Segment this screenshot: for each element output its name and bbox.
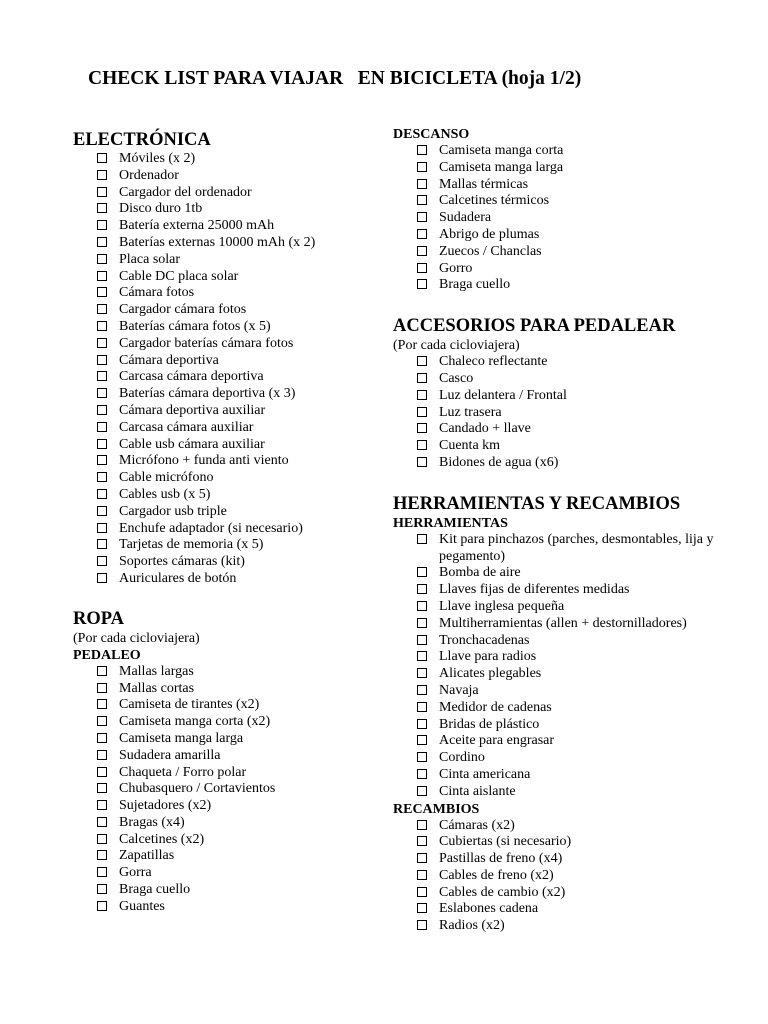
checkbox-icon[interactable] [417, 390, 427, 400]
checklist-item-label: Placa solar [119, 251, 181, 267]
checklist-item-label: Zuecos / Chanclas [439, 243, 542, 259]
checkbox-icon[interactable] [97, 683, 107, 693]
checklist-item-label: Camiseta manga larga [439, 159, 564, 175]
checklist-item-label: Cargador baterías cámara fotos [119, 335, 294, 351]
checklist-item[interactable] [417, 599, 733, 616]
checkbox-icon[interactable] [97, 556, 107, 566]
checklist-item[interactable] [417, 354, 733, 371]
checklist-item[interactable] [417, 649, 733, 666]
checkbox-icon[interactable] [97, 884, 107, 894]
checkbox-icon[interactable] [417, 601, 427, 611]
checklist-item-label: Calcetines térmicos [439, 193, 550, 209]
checkbox-icon[interactable] [97, 850, 107, 860]
checkbox-icon[interactable] [417, 229, 427, 239]
checklist-item-label: Llave inglesa pequeña [439, 598, 565, 614]
checklist-item-label: Carcasa cámara deportiva [119, 369, 264, 385]
checkbox-icon[interactable] [417, 212, 427, 222]
checklist-item-label: Mallas largas [119, 663, 194, 679]
checklist-item[interactable] [417, 616, 733, 633]
checklist-item-label: Pastillas de freno (x4) [439, 851, 563, 867]
checklist-item[interactable] [417, 421, 733, 438]
checklist-item[interactable] [417, 405, 733, 422]
checklist-item[interactable] [97, 848, 413, 865]
checklist-item-label: Baterías externas 10000 mAh (x 2) [119, 234, 316, 250]
checklist-item[interactable] [417, 210, 733, 227]
checklist-item-label: Carcasa cámara auxiliar [119, 419, 254, 435]
checkbox-icon[interactable] [97, 733, 107, 743]
checklist-item[interactable] [97, 664, 413, 681]
checklist-item[interactable] [417, 901, 733, 918]
checklist-item-label: Zapatillas [119, 848, 175, 864]
checklist-item-label: Micrófono + funda anti viento [119, 453, 289, 469]
checkbox-icon[interactable] [97, 220, 107, 230]
checkbox-icon[interactable] [97, 523, 107, 533]
checklist-item-label: Cámara deportiva auxiliar [119, 402, 266, 418]
checklist-item-label: Cables de freno (x2) [439, 867, 554, 883]
checklist-item[interactable] [97, 252, 413, 269]
checklist-item[interactable] [97, 487, 413, 504]
checkbox-icon[interactable] [417, 145, 427, 155]
checklist-item-label: Kit para pinchazos (parches, desmontables, lija y pegamento) [439, 531, 714, 564]
checkbox-icon[interactable] [97, 901, 107, 911]
left-column [73, 129, 413, 916]
section-title-accesorios: ACCESORIOS PARA PEDALEAR [393, 316, 676, 337]
checkbox-icon[interactable] [417, 820, 427, 830]
checklist-item-label: Gorra [119, 865, 152, 881]
checklist-item[interactable] [417, 683, 733, 700]
checklist-item[interactable] [97, 386, 413, 403]
checklist-item[interactable] [97, 681, 413, 698]
checklist-item-label: Multiherramientas (allen + destornilladores) [439, 615, 687, 631]
checklist-item-label: Tronchacadenas [439, 632, 530, 648]
checkbox-icon[interactable] [97, 254, 107, 264]
checklist-item[interactable] [97, 235, 413, 252]
checkbox-icon[interactable] [97, 187, 107, 197]
checkbox-icon[interactable] [97, 287, 107, 297]
section-title-ropa: ROPA [73, 608, 125, 629]
checklist-item-label: Camiseta de tirantes (x2) [119, 697, 260, 713]
subheading-herramientas: HERRAMIENTAS [393, 515, 508, 531]
checklist-item[interactable] [417, 565, 733, 582]
checklist-item-label: Baterías cámara fotos (x 5) [119, 318, 271, 334]
checkbox-icon[interactable] [417, 651, 427, 661]
checklist-item[interactable] [417, 633, 733, 650]
checklist-item-label: Cinta americana [439, 766, 531, 782]
checklist-item[interactable] [97, 403, 413, 420]
checklist-item-label: Cargador cámara fotos [119, 302, 247, 318]
checklist-item-label: Bidones de agua (x6) [439, 454, 559, 470]
checklist-item[interactable] [417, 717, 733, 734]
checkbox-icon[interactable] [97, 750, 107, 760]
checklist-item-label: Bragas (x4) [119, 814, 185, 830]
checkbox-icon[interactable] [417, 769, 427, 779]
checklist-item-label: Cables de cambio (x2) [439, 884, 566, 900]
checklist-item-label: Enchufe adaptador (si necesario) [119, 520, 303, 536]
checkbox-icon[interactable] [417, 423, 427, 433]
checklist-item-label: Cargador usb triple [119, 503, 227, 519]
checkbox-icon[interactable] [417, 279, 427, 289]
checkbox-icon[interactable] [417, 440, 427, 450]
checkbox-icon[interactable] [417, 786, 427, 796]
checklist-item-label: Aceite para engrasar [439, 733, 555, 749]
checklist-item-label: Cordino [439, 750, 485, 766]
checklist-item-label: Eslabones cadena [439, 901, 539, 917]
checklist-item[interactable] [417, 177, 733, 194]
checklist-item[interactable] [97, 714, 413, 731]
checklist-item-label: Medidor de cadenas [439, 699, 552, 715]
checklist-item[interactable] [417, 868, 733, 885]
checkbox-icon[interactable] [97, 388, 107, 398]
checklist-item[interactable] [97, 369, 413, 386]
page-title: CHECK LIST PARA VIAJAR EN BICICLETA (hoja 1/2) [88, 68, 582, 89]
right-column [393, 126, 733, 935]
checkbox-icon[interactable] [417, 685, 427, 695]
checkbox-icon[interactable] [97, 371, 107, 381]
subheading-descanso: DESCANSO [393, 127, 470, 142]
checkbox-icon[interactable] [97, 489, 107, 499]
checklist-item-label: Disco duro 1tb [119, 201, 203, 217]
checklist-item-label: Alicates plegables [439, 666, 542, 682]
checkbox-icon[interactable] [97, 271, 107, 281]
checklist-item[interactable] [97, 537, 413, 554]
checklist-item-label: Guantes [119, 898, 165, 914]
checklist-item-label: Chaqueta / Forro polar [119, 764, 247, 780]
checkbox-icon[interactable] [97, 800, 107, 810]
checklist-item[interactable] [417, 851, 733, 868]
checklist-item[interactable] [417, 143, 733, 160]
checkbox-icon[interactable] [97, 539, 107, 549]
checkbox-icon[interactable] [417, 735, 427, 745]
checkbox-icon[interactable] [417, 457, 427, 467]
checklist-item-label: Chubasquero / Cortavientos [119, 781, 276, 797]
checkbox-icon[interactable] [417, 853, 427, 863]
checkbox-icon[interactable] [417, 263, 427, 273]
checklist-herramientas [393, 532, 733, 801]
checklist-item-label: Braga cuello [439, 277, 511, 293]
checkbox-icon[interactable] [417, 668, 427, 678]
checklist-item[interactable] [97, 731, 413, 748]
checklist-item-label: Mallas cortas [119, 680, 195, 696]
checklist-item-label: Cable DC placa solar [119, 268, 239, 284]
checklist-item[interactable] [97, 748, 413, 765]
checklist-item[interactable] [97, 269, 413, 286]
checklist-item[interactable] [97, 319, 413, 336]
checkbox-icon[interactable] [97, 153, 107, 163]
checkbox-icon[interactable] [417, 903, 427, 913]
checklist-item-label: Auriculares de botón [119, 570, 237, 586]
checklist-item[interactable] [97, 815, 413, 832]
checkbox-icon[interactable] [417, 887, 427, 897]
checklist-item[interactable] [417, 227, 733, 244]
checkbox-icon[interactable] [97, 472, 107, 482]
checklist-item-label: Luz delantera / Frontal [439, 387, 567, 403]
checkbox-icon[interactable] [97, 455, 107, 465]
section-title-electronica: ELECTRÓNICA [73, 130, 211, 150]
checklist-item-label: Abrigo de plumas [439, 226, 540, 242]
checkbox-icon[interactable] [97, 817, 107, 827]
checklist-item-label: Sudadera amarilla [119, 747, 221, 763]
checklist-item-label: Navaja [439, 682, 479, 698]
checklist-item[interactable] [97, 554, 413, 571]
checklist-item-label: Cámara deportiva [119, 352, 219, 368]
checklist-item[interactable] [97, 765, 413, 782]
checklist-item[interactable] [417, 582, 733, 599]
checklist-item-label: Gorro [439, 260, 473, 276]
checkbox-icon[interactable] [417, 195, 427, 205]
checklist-item-label: Casco [439, 370, 474, 386]
checklist-item-label: Camiseta manga larga [119, 730, 244, 746]
checkbox-icon[interactable] [417, 920, 427, 930]
checkbox-icon[interactable] [417, 635, 427, 645]
checklist-item-label: Chaleco reflectante [439, 354, 548, 370]
checklist-item[interactable] [97, 353, 413, 370]
checkbox-icon[interactable] [417, 567, 427, 577]
checklist-item-label: Camiseta manga corta (x2) [119, 714, 271, 730]
checklist-item[interactable] [417, 834, 733, 851]
checklist-item-label: Baterías cámara deportiva (x 3) [119, 386, 296, 402]
checklist-item[interactable] [417, 885, 733, 902]
section-title-herramientas: HERRAMIENTAS Y RECAMBIOS [393, 493, 681, 514]
checklist-item-label: Móviles (x 2) [119, 151, 196, 166]
checklist-item[interactable] [417, 918, 733, 935]
checkbox-icon[interactable] [97, 355, 107, 365]
checkbox-icon[interactable] [97, 237, 107, 247]
checklist-item[interactable] [417, 532, 733, 566]
checkbox-icon[interactable] [417, 836, 427, 846]
checklist-accesorios [393, 354, 733, 472]
section-note-accesorios: (Por cada cicloviajera) [393, 338, 520, 354]
checklist-item[interactable] [417, 784, 733, 801]
checklist-item-label: Cable micrófono [119, 470, 214, 486]
checklist-item-label: Luz trasera [439, 404, 502, 420]
checkbox-icon[interactable] [97, 867, 107, 877]
checklist-item-label: Mallas térmicas [439, 176, 529, 192]
checkbox-icon[interactable] [417, 356, 427, 366]
checklist-item-label: Sujetadores (x2) [119, 798, 212, 814]
checklist-item[interactable] [97, 285, 413, 302]
checklist-item-label: Soportes cámaras (kit) [119, 554, 245, 570]
checklist-item[interactable] [97, 781, 413, 798]
checklist-item-label: Tarjetas de memoria (x 5) [119, 537, 264, 553]
checklist-item[interactable] [97, 521, 413, 538]
section-note-ropa: (Por cada cicloviajera) [73, 630, 200, 646]
checklist-recambios [393, 818, 733, 936]
checklist-descanso [393, 143, 733, 294]
checklist-item[interactable] [417, 388, 733, 405]
checkbox-icon[interactable] [97, 573, 107, 583]
checklist-item[interactable] [97, 336, 413, 353]
checkbox-icon[interactable] [417, 407, 427, 417]
checklist-item[interactable] [417, 438, 733, 455]
checkbox-icon[interactable] [97, 439, 107, 449]
checklist-item[interactable] [417, 818, 733, 835]
checkbox-icon[interactable] [97, 767, 107, 777]
checklist-item[interactable] [97, 185, 413, 202]
checklist-item[interactable] [417, 277, 733, 294]
checkbox-icon[interactable] [97, 170, 107, 180]
checkbox-icon[interactable] [97, 321, 107, 331]
checklist-item-label: Cinta aislante [439, 783, 516, 799]
checklist-item[interactable] [97, 899, 413, 916]
checklist-item-label: Bridas de plástico [439, 716, 540, 732]
checkbox-icon[interactable] [417, 584, 427, 594]
checklist-item-label: Cables usb (x 5) [119, 486, 211, 502]
checkbox-icon[interactable] [97, 699, 107, 709]
checkbox-icon[interactable] [97, 304, 107, 314]
subheading-pedaleo: PEDALEO [73, 647, 141, 663]
checklist-pedaleo [73, 664, 413, 916]
checklist-item-label: Llave para radios [439, 649, 537, 665]
checklist-item-label: Sudadera [439, 210, 492, 226]
checklist-item[interactable] [97, 151, 413, 168]
checklist-item[interactable] [97, 697, 413, 714]
checkbox-icon[interactable] [417, 534, 427, 544]
checkbox-icon[interactable] [417, 162, 427, 172]
checklist-item-label: Cuenta km [439, 438, 501, 454]
checklist-item[interactable] [417, 767, 733, 784]
checklist-item-label: Cámaras (x2) [439, 817, 515, 833]
checklist-electronica [73, 151, 413, 588]
checkbox-icon[interactable] [417, 870, 427, 880]
checklist-item[interactable] [97, 218, 413, 235]
checklist-item[interactable] [97, 437, 413, 454]
checklist-item-label: Cubiertas (si necesario) [439, 834, 572, 850]
checkbox-icon[interactable] [417, 179, 427, 189]
checklist-item[interactable] [417, 261, 733, 278]
checkbox-icon[interactable] [417, 702, 427, 712]
checkbox-icon[interactable] [97, 783, 107, 793]
checklist-item[interactable] [97, 798, 413, 815]
checklist-item[interactable] [417, 193, 733, 210]
checklist-item[interactable] [417, 733, 733, 750]
checkbox-icon[interactable] [97, 203, 107, 213]
checkbox-icon[interactable] [417, 373, 427, 383]
checklist-item[interactable] [97, 470, 413, 487]
checklist-item[interactable] [97, 504, 413, 521]
checklist-item-label: Braga cuello [119, 882, 191, 898]
checklist-item-label: Calcetines (x2) [119, 831, 205, 847]
checklist-item-label: Batería externa 25000 mAh [119, 218, 275, 234]
checklist-item[interactable] [97, 832, 413, 849]
checklist-item[interactable] [97, 882, 413, 899]
checklist-item[interactable] [97, 865, 413, 882]
subheading-recambios: RECAMBIOS [393, 801, 480, 817]
checklist-item[interactable] [417, 244, 733, 261]
checkbox-icon[interactable] [97, 506, 107, 516]
checklist-item[interactable] [97, 201, 413, 218]
checklist-item-label: Radios (x2) [439, 918, 505, 934]
checklist-item[interactable] [417, 666, 733, 683]
checklist-item-label: Cargador del ordenador [119, 184, 252, 200]
checklist-item-label: Bomba de aire [439, 565, 521, 581]
checklist-item[interactable] [417, 700, 733, 717]
checkbox-icon[interactable] [417, 719, 427, 729]
checklist-item-label: Camiseta manga corta [439, 143, 564, 158]
checkbox-icon[interactable] [417, 246, 427, 256]
checklist-item[interactable] [97, 302, 413, 319]
checkbox-icon[interactable] [97, 422, 107, 432]
checklist-item[interactable] [97, 453, 413, 470]
checklist-item[interactable] [97, 420, 413, 437]
checklist-item[interactable] [97, 571, 413, 588]
checkbox-icon[interactable] [97, 338, 107, 348]
checklist-item-label: Cable usb cámara auxiliar [119, 436, 265, 452]
checkbox-icon[interactable] [417, 618, 427, 628]
checklist-item[interactable] [417, 160, 733, 177]
checkbox-icon[interactable] [97, 716, 107, 726]
checkbox-icon[interactable] [97, 834, 107, 844]
checkbox-icon[interactable] [417, 752, 427, 762]
checkbox-icon[interactable] [97, 405, 107, 415]
checkbox-icon[interactable] [97, 666, 107, 676]
checklist-item-label: Cámara fotos [119, 285, 195, 301]
checklist-item-label: Ordenador [119, 167, 179, 183]
checklist-item[interactable] [417, 750, 733, 767]
checklist-item[interactable] [417, 455, 733, 472]
checklist-item-label: Candado + llave [439, 421, 531, 437]
checklist-item-label: Llaves fijas de diferentes medidas [439, 582, 630, 598]
checklist-item[interactable] [417, 371, 733, 388]
checklist-item[interactable] [97, 168, 413, 185]
